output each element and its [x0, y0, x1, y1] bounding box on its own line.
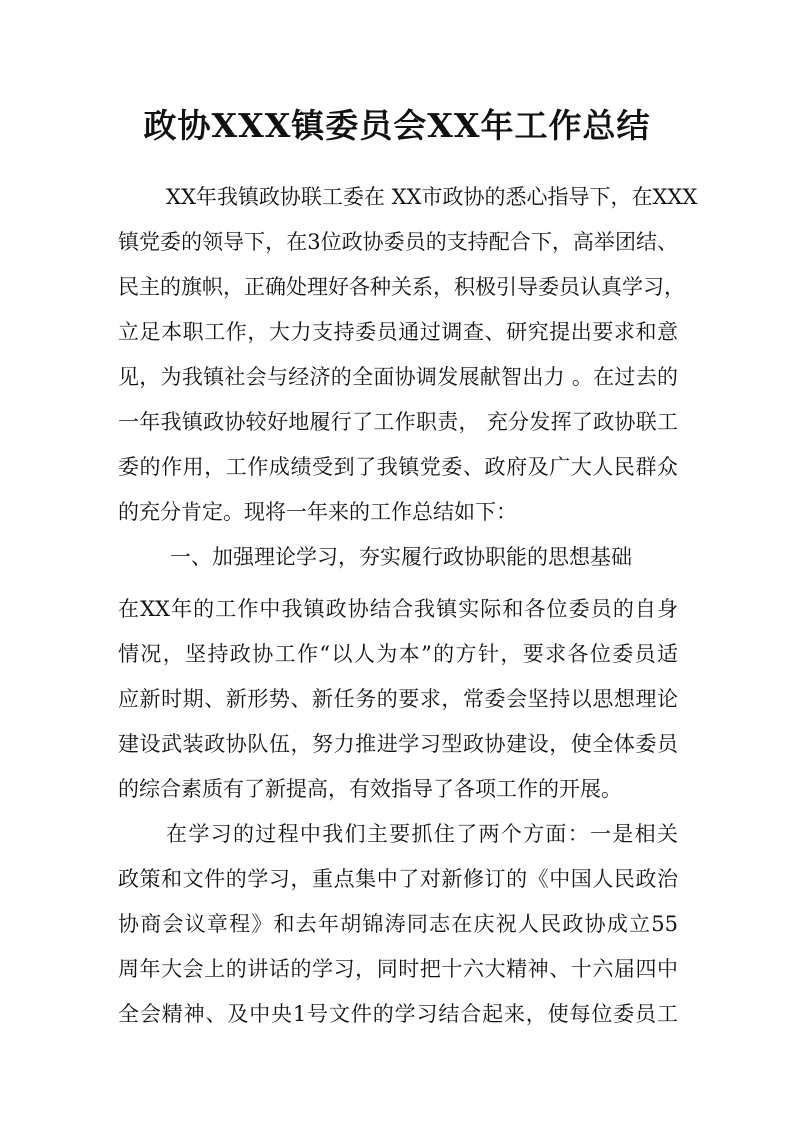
text-line: 镇党委的领导下，在3位政协委员的支持配合下，高举团结、 — [118, 230, 678, 254]
text-line: 委的作用，工作成绩受到了我镇党委、政府及广大人民群众 — [118, 455, 678, 479]
text-line: 周年大会上的讲话的学习，同时把十六大精神、十六届四中 — [118, 957, 678, 981]
document-title: 政协XXX镇委员会XX年工作总结 — [143, 106, 651, 145]
text-line: 立足本职工作，大力支持委员通过调查、研究提出要求和意 — [118, 320, 678, 344]
paragraph-2 — [118, 587, 678, 812]
text-line: 政策和文件的学习，重点集中了对新修订的《中国人民政治 — [118, 867, 678, 891]
text-line: 协商会议章程》和去年胡锦涛同志在庆祝人民政协成立55 — [118, 912, 678, 936]
text-line: 的充分肯定。现将一年来的工作总结如下： — [118, 500, 517, 524]
paragraph-3 — [118, 812, 678, 1037]
section-heading: 一、加强理论学习，夯实履行政协职能的思想基础 — [170, 545, 632, 569]
text-line: 的综合素质有了新提高，有效指导了各项工作的开展。 — [118, 777, 622, 801]
text-line: 情况，坚持政协工作“以人为本”的方针，要求各位委员适 — [118, 642, 678, 666]
text-line: 一年我镇政协较好地履行了工作职责， 充分发挥了政协联工 — [118, 410, 678, 434]
text-line: 建设武装政协队伍，努力推进学习型政协建设，使全体委员 — [118, 732, 678, 756]
text-line: 应新时期、新形势、新任务的要求，常委会坚持以思想理论 — [118, 687, 678, 711]
text-line: XX年我镇政协联工委在 XX市政协的悉心指导下，在XXX — [166, 185, 698, 209]
text-line: 民主的旗帜，正确处理好各种关系，积极引导委员认真学习， — [118, 275, 685, 299]
text-line: 见，为我镇社会与经济的全面协调发展献智出力 。在过去的 — [118, 365, 678, 389]
text-line: 在XX年的工作中我镇政协结合我镇实际和各位委员的自身 — [118, 597, 678, 621]
text-line: 全会精神、及中央1号文件的学习结合起来，使每位委员工 — [118, 1002, 678, 1026]
paragraph-1 — [118, 175, 698, 625]
text-line: 在学习的过程中我们主要抓住了两个方面：一是相关 — [166, 822, 678, 846]
